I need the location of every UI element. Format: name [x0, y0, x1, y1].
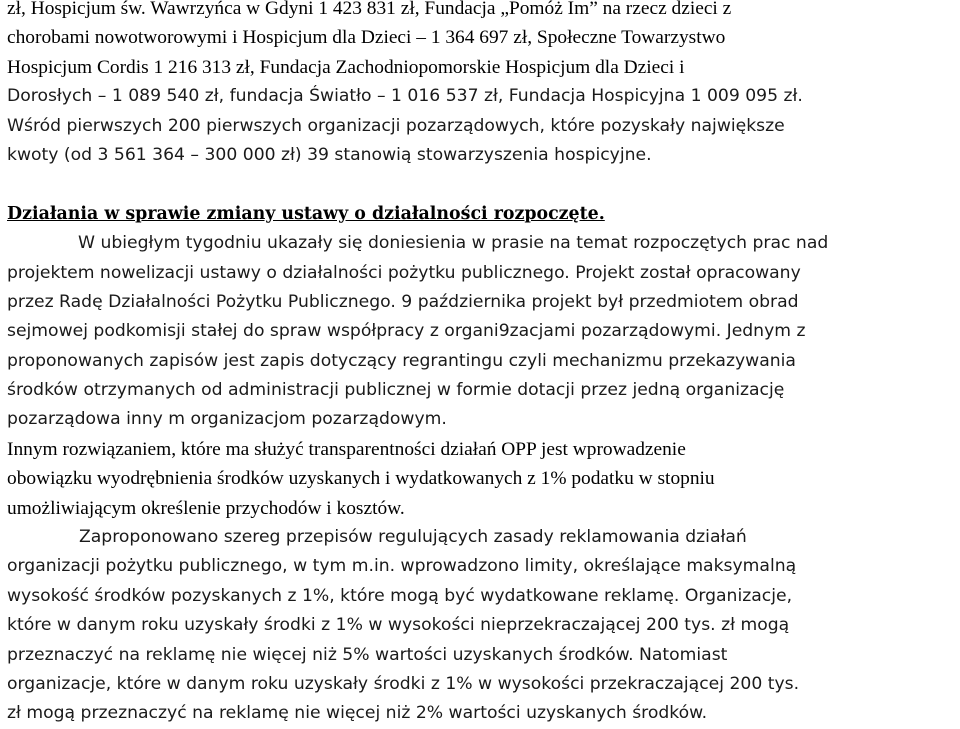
- text-line-19: organizacji pożytku publicznego, w tym m.in. wprowadzono limity, określające maksymalną: [7, 556, 797, 577]
- document-page: [7, 0, 957, 729]
- section-heading: Działania w sprawie zmiany ustawy o działalności rozpoczęte.: [7, 203, 605, 224]
- text-line-13: środków otrzymanych od administracji publicznej w formie dotacji przez jedną organizację: [7, 380, 785, 401]
- text-line-14: pozarządowa inny m organizacjom pozarządowym.: [7, 409, 447, 430]
- text-line-8: W ubiegłym tygodniu ukazały się doniesienia w prasie na temat rozpoczętych prac nad: [78, 233, 829, 254]
- text-line-21: które w danym roku uzyskały środki z 1% w wysokości nieprzekraczającej 200 tys. zł mogą: [7, 615, 790, 636]
- text-line-10: przez Radę Działalności Pożytku Publicznego. 9 października projekt był przedmiotem obrad: [7, 291, 799, 312]
- text-line-11: sejmowej podkomisji stałej do spraw współpracy z organi9zacjami pozarządowymi. Jednym z: [7, 321, 806, 342]
- text-line-3: Hospicjum Cordis 1 216 313 zł, Fundacja Zachodniopomorskie Hospicjum dla Dzieci i: [7, 56, 685, 78]
- text-line-15: Innym rozwiązaniem, które ma służyć transparentności działań OPP jest wprowadzenie: [7, 438, 686, 460]
- text-line-24: zł mogą przeznaczyć na reklamę nie więcej niż 2% wartości uzyskanych środków.: [7, 703, 708, 724]
- text-line-20: wysokość środków pozyskanych z 1%, które mogą być wydatkowane reklamę. Organizacje,: [7, 585, 793, 606]
- text-line-2: chorobami nowotworowymi i Hospicjum dla Dzieci – 1 364 697 zł, Społeczne Towarzystwo: [7, 27, 726, 49]
- text-line-23: organizacje, które w danym roku uzyskały środki z 1% w wysokości przekraczającej 200 tys.: [7, 673, 800, 694]
- text-line-22: przeznaczyć na reklamę nie więcej niż 5% wartości uzyskanych środków. Natomiast: [7, 644, 728, 665]
- paragraph-gap: [7, 170, 957, 199]
- text-line-4: Dorosłych – 1 089 540 zł, fundacja Światło – 1 016 537 zł, Fundacja Hospicyjna 1 009 095 zł.: [7, 86, 803, 107]
- text-line-16: obowiązku wyodrębnienia środków uzyskanych i wydatkowanych z 1% podatku w stopniu: [7, 468, 715, 490]
- text-line-17: umożliwiającym określenie przychodów i kosztów.: [7, 497, 405, 519]
- text-line-9: projektem nowelizacji ustawy o działalności pożytku publicznego. Projekt został opracowany: [7, 262, 801, 283]
- text-line-12: proponowanych zapisów jest zapis dotyczący regrantingu czyli mechanizmu przekazywania: [7, 350, 796, 371]
- text-line-6: kwoty (od 3 561 364 – 300 000 zł) 39 stanowią stowarzyszenia hospicyjne.: [7, 144, 652, 165]
- text-line-1: zł, Hospicjum św. Wawrzyńca w Gdyni 1 423 831 zł, Fundacja „Pomóż Im” na rzecz dzieci z: [7, 0, 732, 19]
- text-line-18: Zaproponowano szereg przepisów regulujących zasady reklamowania działań: [79, 527, 747, 548]
- text-line-5: Wśród pierwszych 200 pierwszych organizacji pozarządowych, które pozyskały największe: [7, 115, 785, 136]
